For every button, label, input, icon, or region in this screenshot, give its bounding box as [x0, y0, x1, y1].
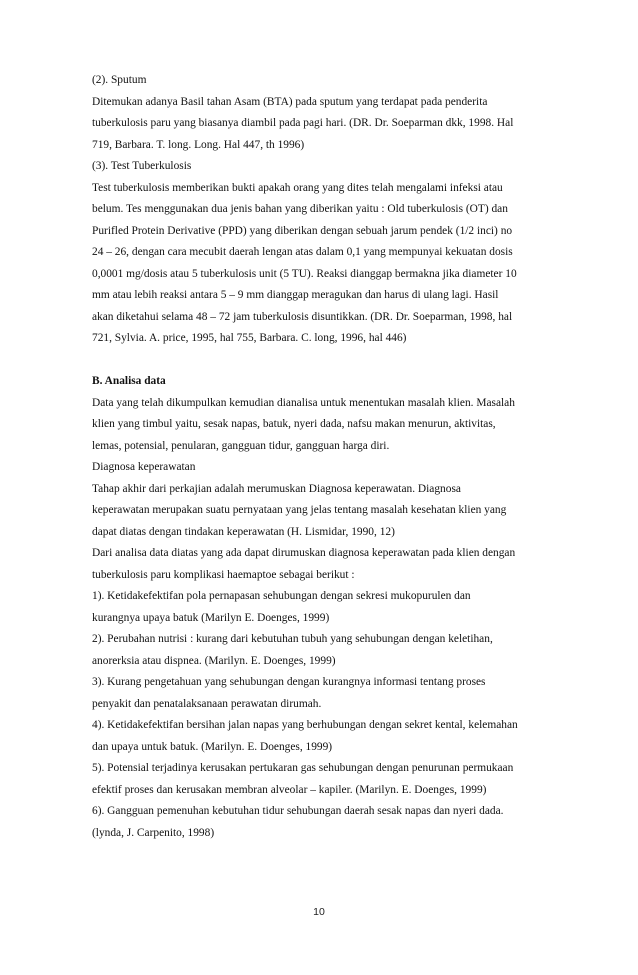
- list-item-line: 5). Potensial terjadinya kerusakan pertukaran gas sehubungan dengan penurunan permukaan: [92, 762, 514, 774]
- paragraph-line: klien yang timbul yaitu, sesak napas, batuk, nyeri dada, nafsu makan menurun, aktivitas,: [92, 418, 496, 430]
- paragraph-line: lemas, potensial, penularan, gangguan tidur, gangguan harga diri.: [92, 439, 390, 452]
- list-item-line: penyakit dan penatalaksanaan perawatan dirumah.: [92, 697, 322, 710]
- paragraph-line: 719, Barbara. T. long. Long. Hal 447, th 1996): [92, 138, 305, 151]
- list-item-line: 2). Perubahan nutrisi : kurang dari kebutuhan tubuh yang sehubungan dengan keletihan,: [92, 633, 493, 645]
- paragraph-line: Purifled Protein Derivative (PPD) yang diberikan dengan sebuah jarum pendek (1/2 inci) no: [92, 224, 513, 237]
- list-item-line: (lynda, J. Carpenito, 1998): [92, 826, 215, 839]
- paragraph-line: keperawatan merupakan suatu pernyataan yang jelas tentang masalah kesehatan klien yang: [92, 504, 507, 516]
- paragraph-line: akan diketahui selama 48 – 72 jam tuberkulosis disuntikkan. (DR. Dr. Soeparman, 1998, hal: [92, 310, 513, 323]
- list-item-line: 1). Ketidakefektifan pola pernapasan sehubungan dengan sekresi mukopurulen dan: [92, 590, 471, 602]
- paragraph-line: 721, Sylvia. A. price, 1995, hal 755, Barbara. C. long, 1996, hal 446): [92, 332, 407, 344]
- paragraph-line: Ditemukan adanya Basil tahan Asam (BTA) pada sputum yang terdapat pada penderita: [92, 95, 488, 108]
- page-number: 10: [313, 906, 325, 918]
- paragraph-line: Tahap akhir dari perkajian adalah merumuskan Diagnosa keperawatan. Diagnosa: [92, 482, 461, 495]
- page-content: [92, 70, 572, 844]
- paragraph-line: mm atau lebih reaksi antara 5 – 9 mm dianggap meragukan dan harus di ulang lagi. Hasil: [92, 289, 499, 301]
- paragraph-line: tuberkulosis paru komplikasi haemaptoe sebagai berikut :: [92, 568, 355, 581]
- list-item-line: efektif proses dan kerusakan membran alveolar – kapiler. (Marilyn. E. Doenges, 1999): [92, 783, 487, 796]
- list-item-line: 4). Ketidakefektifan bersihan jalan napas yang berhubungan dengan sekret kental, kelemahan: [92, 719, 518, 731]
- section-heading-analisa-data: B. Analisa data: [92, 375, 166, 387]
- paragraph-line: 0,0001 mg/dosis atau 5 tuberkulosis unit (5 TU). Reaksi dianggap bermakna jika diameter 10: [92, 267, 517, 280]
- paragraph-line: Dari analisa data diatas yang ada dapat dirumuskan diagnosa keperawatan pada klien dengan: [92, 547, 516, 559]
- paragraph-line: Test tuberkulosis memberikan bukti apakah orang yang dites telah mengalami infeksi atau: [92, 181, 503, 194]
- paragraph-line: tuberkulosis paru yang biasanya diambil pada pagi hari. (DR. Dr. Soeparman dkk, 1998. Hal: [92, 117, 514, 129]
- list-item-line: 3). Kurang pengetahuan yang sehubungan dengan kurangnya informasi tentang proses: [92, 676, 486, 688]
- paragraph-line: Data yang telah dikumpulkan kemudian dianalisa untuk menentukan masalah klien. Masalah: [92, 396, 515, 409]
- test-tuberkulosis-subsection-title: (3). Test Tuberkulosis: [92, 160, 192, 172]
- sputum-subsection-title: (2). Sputum: [92, 74, 147, 86]
- list-item-line: dan upaya untuk batuk. (Marilyn. E. Doenges, 1999): [92, 740, 333, 753]
- list-item-line: anorerksia atau dispnea. (Marilyn. E. Doenges, 1999): [92, 654, 336, 667]
- paragraph-line: belum. Tes menggunakan dua jenis bahan yang diberikan yaitu : Old tuberkulosis (OT) dan: [92, 203, 508, 215]
- paragraph-line: 24 – 26, dengan cara mecubit daerah lengan atas dalam 0,1 yang mempunyai kekuatan dosis: [92, 246, 513, 258]
- paragraph-line: dapat diatas dengan tindakan keperawatan (H. Lismidar, 1990, 12): [92, 525, 395, 538]
- section-spacer: [92, 350, 572, 372]
- diagnosa-subsection-title: Diagnosa keperawatan: [92, 461, 196, 473]
- list-item-line: kurangnya upaya batuk (Marilyn E. Doenges, 1999): [92, 611, 330, 624]
- list-item-line: 6). Gangguan pemenuhan kebutuhan tidur sehubungan daerah sesak napas dan nyeri dada.: [92, 805, 504, 817]
